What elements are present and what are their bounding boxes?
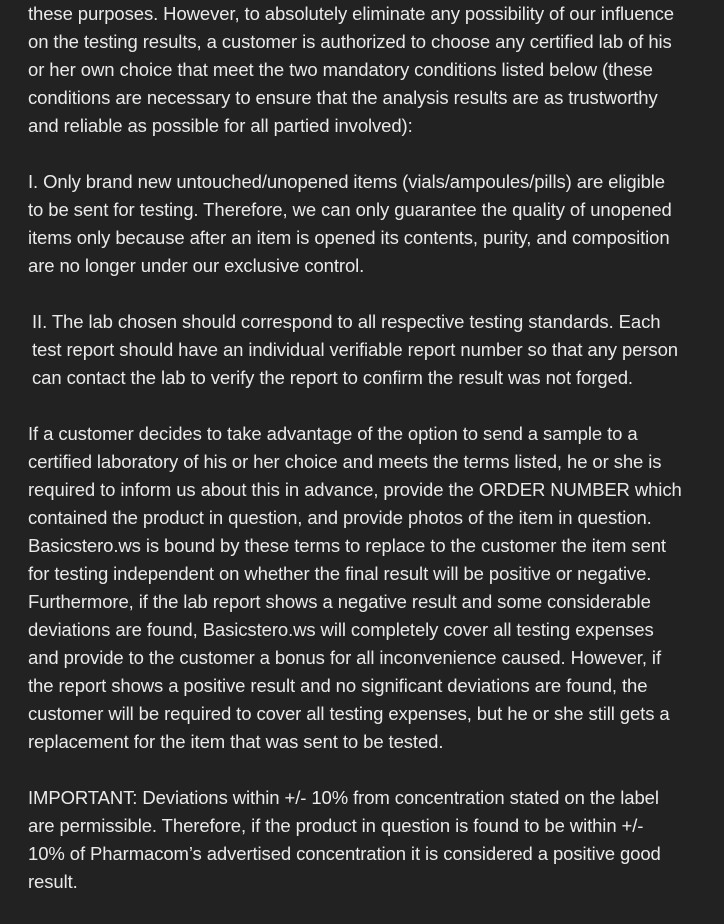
paragraph-condition-1: I. Only brand new untouched/unopened items (vials/ampoules/pills) are eligible to be sent for testing. Therefore, we can only guarantee the quality of unopened items only because after an item is opened its contents, purity, and composition are no longer under our exclusive control.	[28, 171, 672, 276]
paragraph-important-note: IMPORTANT: Deviations within +/- 10% from concentration stated on the label are permissible. Therefore, if the product in question is found to be within +/- 10% of Pharmacom’s advertised concentration it is considered a positive good result.	[28, 787, 661, 892]
paragraph-condition-2: II. The lab chosen should correspond to all respective testing standards. Each test report should have an individual verifiable report number so that any person can contact the lab to verify the report to confirm the result was not forged.	[32, 311, 678, 388]
document-body	[28, 0, 718, 924]
paragraph-testing-terms: If a customer decides to take advantage of the option to send a sample to a certified laboratory of his or her choice and meets the terms listed, he or she is required to inform us about this in advance, provide the ORDER NUMBER which contained the product in question, and provide photos of the item in question. Basicstero.ws is bound by these terms to replace to the customer the item sent for testing independent on whether the final result will be positive or negative. Furthermore, if the lab report shows a negative result and some considerable deviations are found, Basicstero.ws will completely cover all testing expenses and provide to the customer a bonus for all inconvenience caused. However, if the report shows a positive result and no significant deviations are found, the customer will be required to cover all testing expenses, but he or she still gets a replacement for the item that was sent to be tested.	[28, 423, 682, 752]
paragraph-intro: these purposes. However, to absolutely eliminate any possibility of our influence on the testing results, a customer is authorized to choose any certified lab of his or her own choice that meet the two mandatory conditions listed below (these conditions are necessary to ensure that the analysis results are as trustworthy and reliable as possible for all partied involved):	[28, 3, 674, 136]
